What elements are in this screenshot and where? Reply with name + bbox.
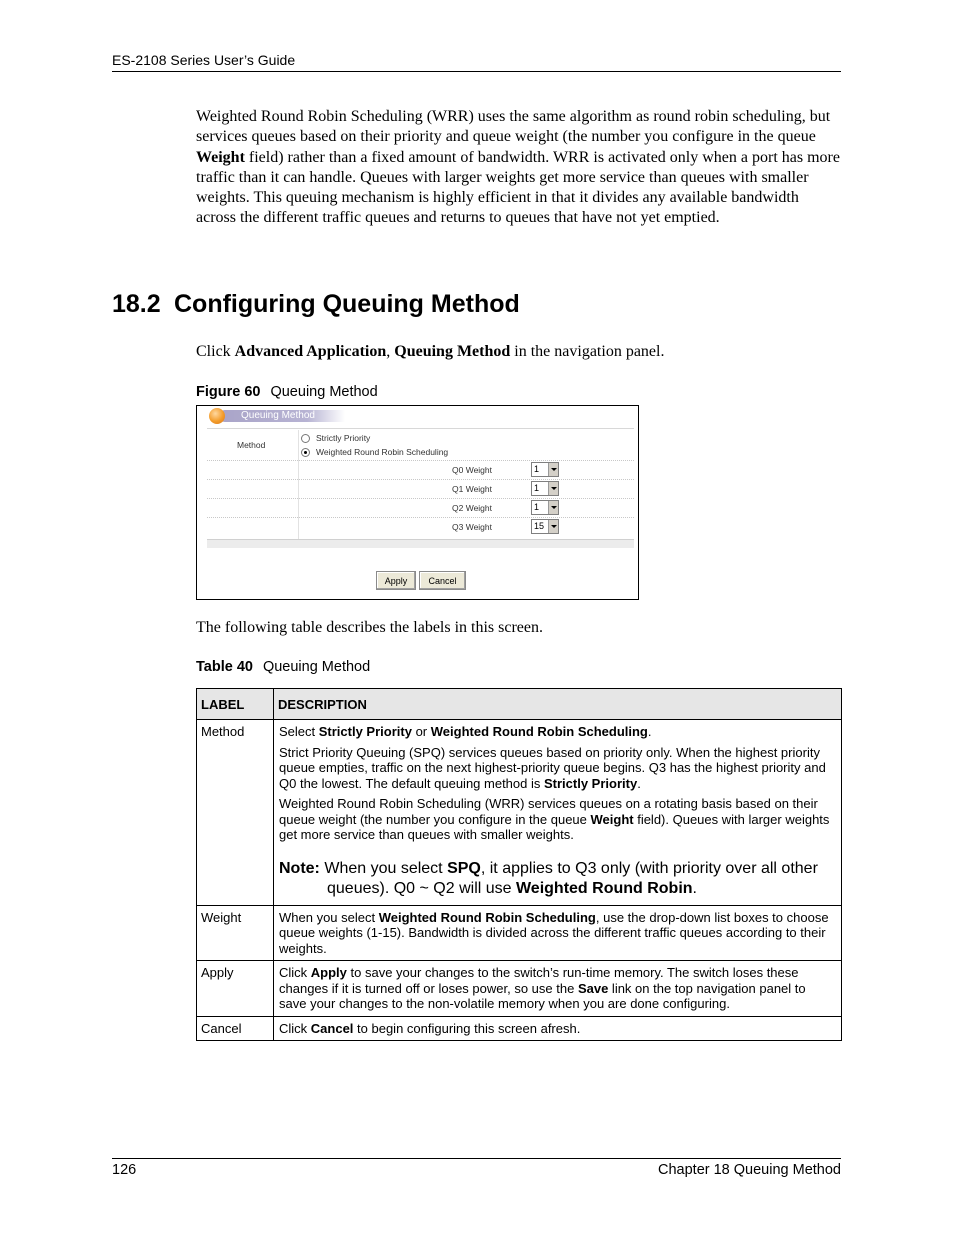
chevron-down-icon[interactable] — [548, 482, 558, 495]
method-label: Method — [237, 440, 266, 450]
label-description-table — [196, 688, 842, 1041]
apply-button[interactable]: Apply — [376, 571, 416, 590]
table-row: Apply Click Apply to save your changes to the switch’s run-time memory. The switch loses these changes if it is turned off or loses power, so use the Save link on the top navigation panel to save your changes to the non-volatile memory when you are done configuring. — [197, 961, 842, 1017]
figure-caption: Figure 60 Queuing Method — [196, 384, 378, 400]
table-caption: Table 40 Queuing Method — [196, 659, 371, 675]
intro-paragraph: Weighted Round Robin Scheduling (WRR) uses the same algorithm as round robin scheduling, but services queues based on their priority and queue weight (the number you configure in the queue Weight field) rather than a fixed amount of bandwidth. WRR is activated only when a port has more traffic than it can handle. Queues with larger weights get more service than queues with smaller weights. This queuing mechanism is highly efficient in that it divides any available bandwidth across the different traffic queues and returns to queues that have not yet emptied. — [196, 108, 840, 227]
running-header: ES-2108 Series User’s Guide — [112, 52, 296, 68]
panel-title-bar — [209, 408, 633, 422]
cancel-button[interactable]: Cancel — [419, 571, 466, 590]
footer-rule — [112, 1158, 841, 1159]
weight-row-q1: Q1 Weight 1 — [207, 479, 634, 497]
label-header: LABEL — [197, 689, 274, 720]
note: Note: When you select SPQ, it applies to Q3 only (with priority over all other queues). Q0 ~ Q2 will use Weighted Round Robin. — [279, 859, 818, 897]
q1-weight-select[interactable]: 1 — [531, 481, 559, 496]
table-row: Cancel Click Cancel to begin configuring this screen afresh. — [197, 1016, 842, 1041]
q0-weight-select[interactable]: 1 — [531, 462, 559, 477]
queuing-method-screenshot — [196, 405, 639, 600]
description-header: DESCRIPTION — [274, 689, 842, 720]
table-row: Weight When you select Weighted Round Robin Scheduling, use the drop-down list boxes to choose queue weights (1-15). Bandwidth is divided across the different traffic queues according to their weights. — [197, 905, 842, 961]
section-heading — [112, 290, 520, 319]
radio-strict-priority[interactable]: Strictly Priority — [301, 433, 370, 443]
page-number: 126 — [112, 1162, 137, 1178]
header-rule — [112, 71, 841, 72]
radio-button[interactable] — [301, 434, 310, 443]
section-title: Configuring Queuing Method — [174, 290, 520, 318]
q2-weight-select[interactable]: 1 — [531, 500, 559, 515]
chevron-down-icon[interactable] — [548, 520, 558, 533]
title-bullet-icon — [209, 408, 225, 424]
chevron-down-icon[interactable] — [548, 501, 558, 514]
chapter-title: Chapter 18 Queuing Method — [658, 1162, 841, 1178]
radio-button-selected[interactable] — [301, 448, 310, 457]
radio-wrr[interactable]: Weighted Round Robin Scheduling — [301, 447, 448, 457]
weight-row-q3: Q3 Weight 15 — [207, 517, 634, 535]
table-header-row — [197, 689, 842, 720]
weight-row-q0: Q0 Weight 1 — [207, 460, 634, 478]
table-intro-line: The following table describes the labels in this screen. — [196, 619, 544, 636]
chevron-down-icon[interactable] — [548, 463, 558, 476]
panel-title: Queuing Method — [241, 410, 315, 421]
q3-weight-select[interactable]: 15 — [531, 519, 559, 534]
instruction-line: Click Advanced Application, Queuing Method in the navigation panel. — [196, 343, 665, 360]
table-row: Method Select Strictly Priority or Weighted Round Robin Scheduling. Strict Priority Queuing (SPQ) services queues based on priority only. When the highest priority queue empties, traffic on the next highest-priority queue begins. Q3 has the highest priority and Q0 the lowest. The default queuing method is Strictly Priority. Weighted Round Robin Scheduling (WRR) services queues on a rotating basis based on their queue weight (the number you configure in the queue Weight field). Queues with larger weights get more service than queues with smaller weights. Note: When you select SPQ, it applies to Q3 only (with priority over all other queues). Q0 ~ Q2 will use Weighted Round Robin. — [197, 720, 842, 906]
section-number: 18.2 — [112, 290, 161, 318]
weight-row-q2: Q2 Weight 1 — [207, 498, 634, 516]
